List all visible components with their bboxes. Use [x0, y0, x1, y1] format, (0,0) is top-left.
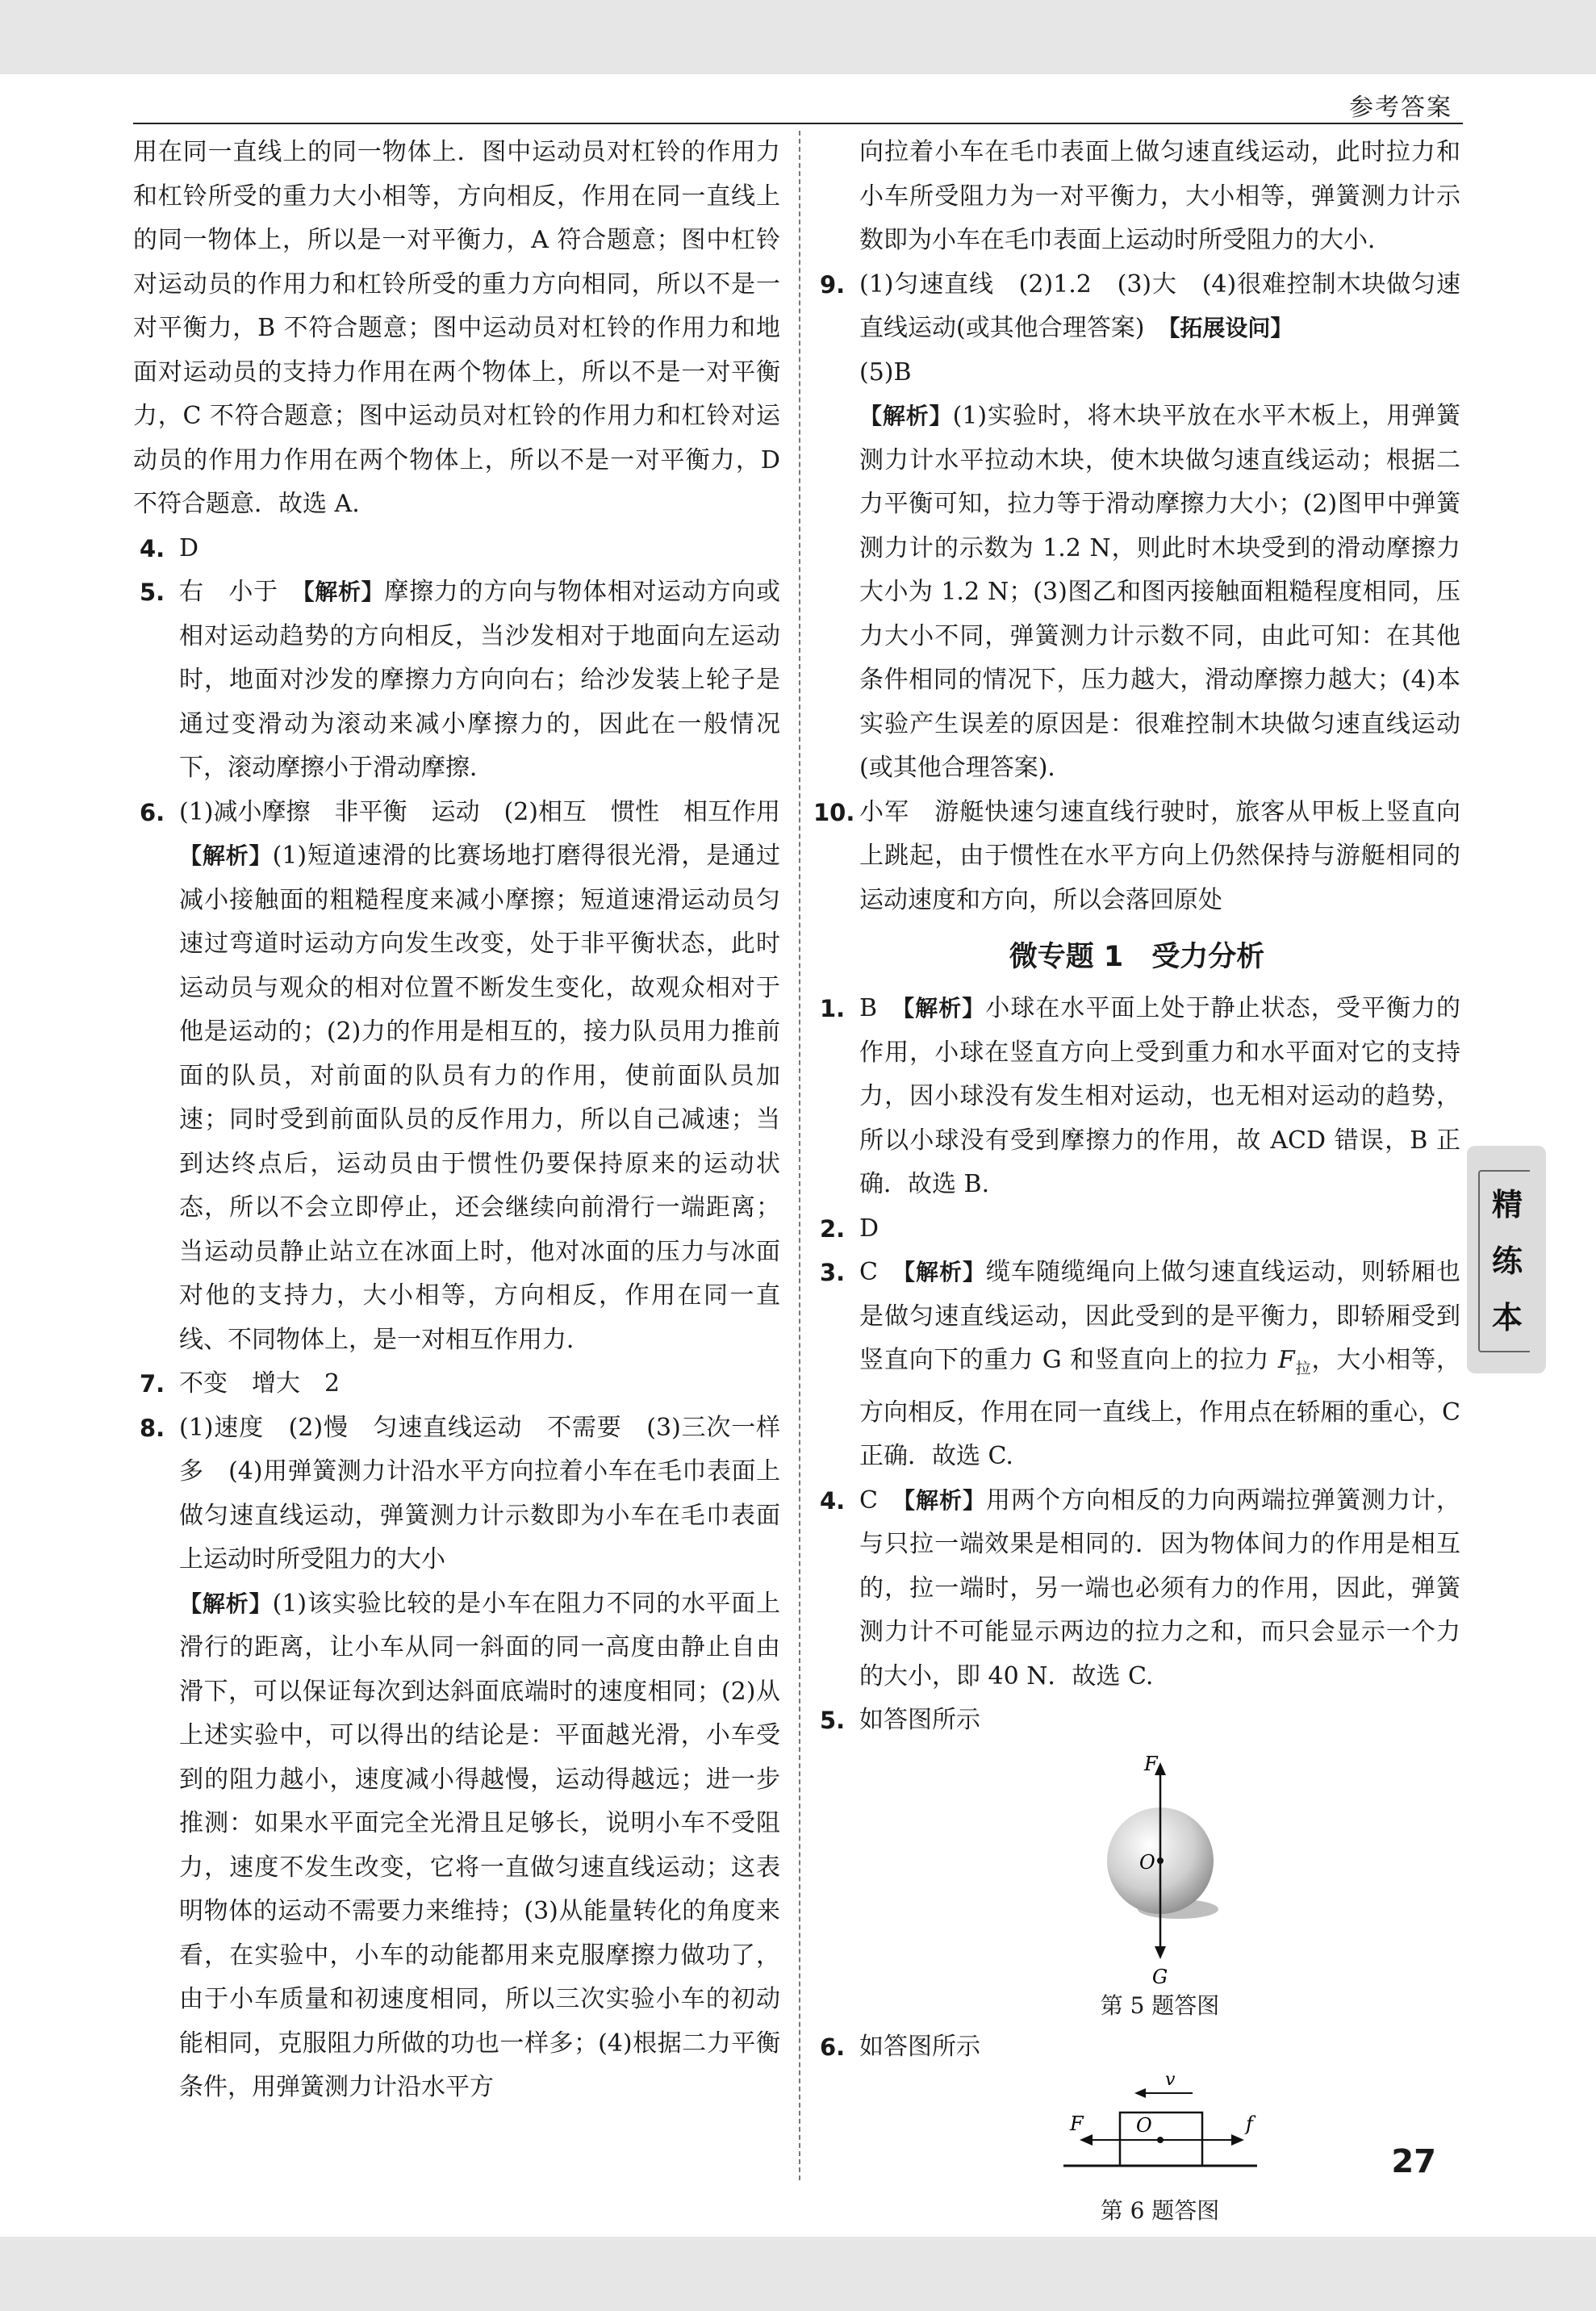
answer-7 — [133, 1362, 780, 1406]
answer-text: 不变 增大 2 — [179, 1369, 341, 1398]
figure-5 — [859, 1748, 1460, 2022]
label-v: v — [1164, 2074, 1175, 2090]
answer-number: 2. — [820, 1214, 846, 1243]
center-point — [1157, 1858, 1164, 1864]
analysis-text: 用两个方向相反的力向两端拉弹簧测力计，与只拉一端效果是相同的．因为物体间力的作用是相互的，拉一端时，另一端也必须有力的作用，因此，弹簧测力计不可能显示两边的拉力之和，而只会显示一个力的大小，即 40 N．故选 C. — [859, 1486, 1460, 1690]
answer-5 — [133, 570, 780, 791]
analysis-text-cont: ，大小相等，方向相反，作用在同一直线上，作用点在轿厢的重心，C 正确．故选 C. — [859, 1346, 1460, 1470]
special-answer-3 — [813, 1251, 1460, 1479]
header-rule — [133, 123, 1463, 124]
page-number: 27 — [1391, 2143, 1436, 2180]
label-f: F — [1143, 1752, 1158, 1775]
answer-text: D — [179, 533, 199, 562]
answer-text: C — [859, 1486, 904, 1515]
center-point — [1157, 2137, 1164, 2143]
analysis-text: (1)短道速滑的比赛场地打磨得很光滑，是通过减小接触面的粗糙程度来减小摩擦；短道速滑运动员匀速过弯道时运动方向发生改变，处于非平衡状态，此时运动员与观众的相对位置不断发生变化，故观众相对于他是运动的；(2)力的作用是相互的，接力队员用力推前面的队员，对前面的队员有力的作用，使前面队员加速；同时受到前面队员的反作用力，所以自己减速；当到达终点后，运动员由于惯性仍要保持原来的运动状态，所以不会立即停止，还会继续向前滑行一端距离；当运动员静止站立在冰面上时，他对冰面的压力与冰面对他的支持力，大小相等，方向相反，作用在同一直线、不同物体上，是一对相互作用力． — [179, 842, 780, 1354]
label-f-right: f — [1245, 2112, 1253, 2135]
side-tab-char: 精 — [1491, 1187, 1523, 1222]
force-symbol: F — [1277, 1346, 1295, 1374]
analysis-tag: 【解析】 — [903, 995, 986, 1022]
force-subscript: 拉 — [1294, 1360, 1312, 1377]
answer-number: 1. — [820, 995, 846, 1022]
q8-continuation: 向拉着小车在毛巾表面上做匀速直线运动，此时拉力和小车所受阻力为一对平衡力，大小相等，弹簧测力计示数即为小车在毛巾表面上运动时所受阻力的大小． — [859, 138, 1460, 254]
force-f-arrowhead — [1080, 2134, 1093, 2146]
label-o: O — [1135, 2114, 1152, 2137]
side-tab-char: 本 — [1491, 1300, 1523, 1335]
right-column — [813, 131, 1460, 2230]
answer-number: 7. — [140, 1370, 165, 1398]
analysis-text: 小球在水平面上处于静止状态，受平衡力的作用，小球在竖直方向上受到重力和水平面对它的支持力，因小球没有发生相对运动，也无相对运动的趋势，所以小球没有受到摩擦力的作用，故 ACD 错误，B 正确．故选 B. — [859, 994, 1460, 1198]
analysis-tag: 【解析】 — [179, 842, 273, 869]
answer-9 — [813, 263, 1460, 791]
analysis-text: (1)实验时，将木块平放在水平木板上，用弹簧测力计水平拉动木块，使木块做匀速直线运动；根据二力平衡可知，拉力等于滑动摩擦力大小；(2)图甲中弹簧测力计的示数为 1.2 N，则此时木块受到的滑动摩擦力大小为 1.2 N；(3)图乙和图丙接触面粗糙程度相同，压力大小不同，弹簧测力计示数不同，由此可知：在其他条件相同的情况下，压力越大，滑动摩擦力越大；(4)本实验产生误差的原因是：很难控制木块做匀速直线运动(或其他合理答案)． — [859, 402, 1460, 782]
special-answer-2 — [813, 1207, 1460, 1252]
analysis-tag: 【解析】 — [303, 579, 385, 605]
left-column — [133, 131, 780, 2110]
figure-6 — [859, 2074, 1460, 2227]
extension-tag: 【拓展设问】 — [1168, 315, 1293, 341]
answer-text: (1)减小摩擦 非平衡 运动 (2)相互 惯性 相互作用 — [179, 797, 780, 826]
block-force-diagram — [1055, 2074, 1265, 2195]
answer-6 — [133, 791, 780, 1363]
answer-number: 5. — [140, 579, 165, 606]
analysis-tag: 【解析】 — [903, 1259, 986, 1285]
special-answer-5 — [813, 1699, 1460, 1743]
answer-text: 小军 游艇快速匀速直线行驶时，旅客从甲板上竖直向上跳起，由于惯性在水平方向上仍然保持与游艇相同的运动速度和方向，所以会落回原处 — [859, 797, 1460, 914]
side-tab-char: 练 — [1491, 1243, 1523, 1279]
sphere-force-diagram — [1080, 1748, 1241, 1990]
header-label: 参考答案 — [1349, 94, 1452, 122]
answer-text: 如答图所示 — [859, 2032, 980, 2061]
answer-8 — [133, 1406, 780, 2110]
special-answer-6 — [813, 2025, 1460, 2070]
analysis-text: 缆车随缆绳向上做匀速直线运动，则轿厢也是做匀速直线运动，因此受到的是平衡力，即轿厢受到竖直向下的重力 G 和竖直向上的拉力 — [859, 1258, 1460, 1374]
answer-number: 9. — [820, 270, 846, 299]
answer-number: 6. — [140, 798, 165, 826]
label-f-left: F — [1069, 2112, 1084, 2135]
answer-10 — [813, 791, 1460, 923]
answer-number: 5. — [820, 1707, 846, 1734]
answer-text: B — [859, 994, 904, 1022]
q3-continuation: 用在同一直线上的同一物体上．图中运动员对杠铃的作用力和杠铃所受的重力大小相等，方向相反，作用在同一直线上的同一物体上，所以是一对平衡力，A 符合题意；图中杠铃对运动员的作用力和杠铃所受的重力方向相同，所以不是一对平衡力，B 不符合题意；图中运动员对杠铃的作用力和地面对运动员的支持力作用在两个物体上，所以不是一对平衡力，C 不符合题意；图中运动员对杠铃的作用力和杠铃对运动员的作用力作用在两个物体上，所以不是一对平衡力，D 不符合题意．故选 A. — [133, 138, 780, 518]
answer-number: 6. — [820, 2033, 846, 2061]
answer-text: (1)速度 (2)慢 匀速直线运动 不需要 (3)三次一样多 (4)用弹簧测力计沿水平方向拉着小车在毛巾表面上做匀速直线运动，弹簧测力计示数即为小车在毛巾表面上运动时所受阻力的大小 — [179, 1413, 780, 1573]
friction-arrowhead — [1231, 2134, 1244, 2146]
extension-answer: (5)B — [859, 357, 912, 387]
special-answer-1 — [813, 987, 1460, 1207]
answer-number: 10. — [813, 798, 855, 826]
special-answer-4 — [813, 1479, 1460, 1699]
answer-text: 右 小于 — [179, 578, 303, 606]
figure-5-caption: 第 5 题答图 — [1100, 1991, 1220, 2019]
answer-4 — [133, 527, 780, 571]
analysis-tag: 【解析】 — [179, 1590, 273, 1617]
analysis-text: 摩擦力的方向与物体相对运动方向或相对运动趋势的方向相反，当沙发相对于地面向左运动时，地面对沙发的摩擦力方向向右；给沙发装上轮子是通过变滑动为滚动来减小摩擦力的，因此在一般情况下，滚动摩擦小于滑动摩擦． — [179, 578, 781, 782]
answer-text: D — [859, 1214, 879, 1243]
label-o: O — [1139, 1850, 1155, 1874]
side-tab — [1467, 1146, 1546, 1373]
answer-number: 3. — [820, 1259, 846, 1286]
analysis-tag: 【解析】 — [859, 403, 953, 429]
column-divider — [799, 131, 800, 2180]
section-title: 微专题 1 受力分析 — [1009, 941, 1265, 973]
figure-6-caption: 第 6 题答图 — [1100, 2197, 1220, 2224]
velocity-arrowhead — [1134, 2088, 1146, 2098]
answer-number: 4. — [820, 1486, 846, 1515]
answer-text: (1)匀速直线 (2)1.2 (3)大 (4)很难控制木块做匀速直线运动(或其他合理答案) — [859, 270, 1460, 342]
analysis-tag: 【解析】 — [903, 1486, 986, 1514]
answer-number: 4. — [140, 534, 165, 562]
arrowhead-down — [1155, 1946, 1166, 1959]
answer-text: 如答图所示 — [859, 1706, 980, 1734]
label-g: G — [1151, 1965, 1168, 1988]
answer-number: 8. — [140, 1414, 165, 1442]
answer-text: C — [859, 1258, 904, 1286]
analysis-text: (1)该实验比较的是小车在阻力不同的水平面上滑行的距离，让小车从同一斜面的同一高度由静止自由滑下，可以保证每次到达斜面底端时的速度相同；(2)从上述实验中，可以得出的结论是：平面越光滑，小车受到的阻力越小，速度减小得越慢，运动得越远；进一步推测：如果水平面完全光滑且足够长，说明小车不受阻力，速度不发生改变，它将一直做匀速直线运动；这表明物体的运动不需要力来维持；(3)从能量转化的角度来看，在实验中，小车的动能都用来克服摩擦力做功了，由于小车质量和初速度相同，所以三次实验小车的初动能相同，克服阻力所做的功也一样多；(4)根据二力平衡条件，用弹簧测力计沿水平方 — [179, 1589, 780, 2101]
